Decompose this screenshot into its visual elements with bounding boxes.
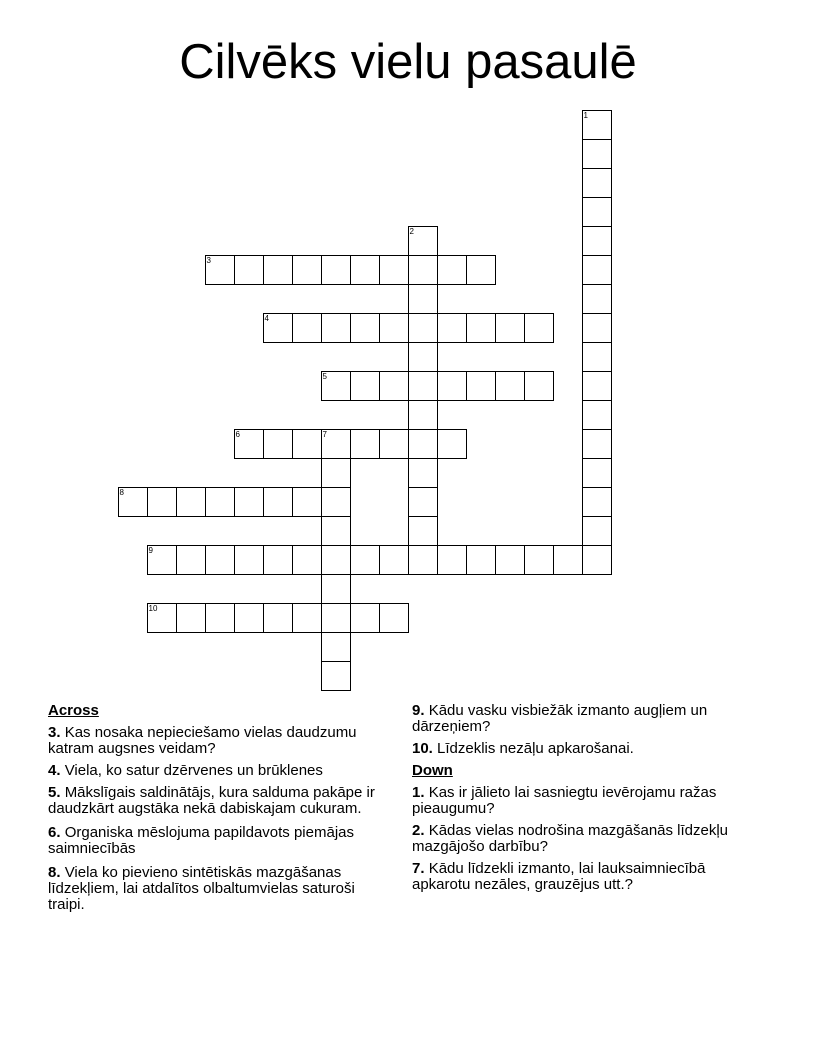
grid-cell[interactable] (321, 574, 351, 604)
clue-number: 10. (412, 740, 433, 757)
grid-cell[interactable] (205, 603, 235, 633)
grid-cell[interactable] (292, 255, 322, 285)
clue-across-6 (48, 825, 388, 857)
grid-cell[interactable] (437, 255, 467, 285)
grid-cell[interactable] (321, 516, 351, 546)
grid-cell[interactable] (234, 255, 264, 285)
grid-cell[interactable] (176, 603, 206, 633)
grid-cell[interactable] (321, 429, 351, 459)
grid-cell[interactable] (263, 603, 293, 633)
grid-cell[interactable] (408, 226, 438, 256)
grid-cell[interactable] (292, 429, 322, 459)
grid-cell[interactable] (147, 545, 177, 575)
cell-number: 3 (206, 256, 211, 265)
clue-number: 3. (48, 724, 61, 741)
grid-cell[interactable] (350, 603, 380, 633)
grid-cell[interactable] (205, 545, 235, 575)
grid-cell[interactable] (234, 487, 264, 517)
grid-cell[interactable] (321, 603, 351, 633)
grid-cell[interactable] (292, 603, 322, 633)
grid-cell[interactable] (176, 545, 206, 575)
grid-cell[interactable] (495, 313, 525, 343)
grid-cell[interactable] (582, 168, 612, 198)
grid-cell[interactable] (408, 342, 438, 372)
grid-cell[interactable] (582, 255, 612, 285)
cell-number: 10 (148, 604, 158, 613)
grid-cell[interactable] (408, 255, 438, 285)
grid-cell[interactable] (582, 342, 612, 372)
grid-cell[interactable] (582, 313, 612, 343)
grid-cell[interactable] (263, 545, 293, 575)
clue-across-4 (48, 763, 388, 779)
cell-number: 7 (322, 430, 327, 439)
clue-across-9 (412, 703, 752, 735)
clue-number: 6. (48, 824, 61, 841)
grid-cell[interactable] (408, 371, 438, 401)
grid-cell[interactable] (408, 516, 438, 546)
grid-cell[interactable] (553, 545, 583, 575)
clue-number: 9. (412, 702, 425, 719)
grid-cell[interactable] (582, 545, 612, 575)
grid-cell[interactable] (321, 371, 351, 401)
clue-number: 7. (412, 860, 425, 877)
grid-cell[interactable] (379, 255, 409, 285)
grid-cell[interactable] (234, 429, 264, 459)
across-heading: Across (48, 702, 99, 719)
clue-text: Kādu līdzekli izmanto, lai lauksaimniecībā apkarotu nezāles, grauzējus utt.? (412, 860, 706, 893)
grid-cell[interactable] (495, 371, 525, 401)
grid-cell[interactable] (379, 371, 409, 401)
grid-cell[interactable] (437, 429, 467, 459)
grid-cell[interactable] (292, 487, 322, 517)
grid-cell[interactable] (321, 632, 351, 662)
grid-cell[interactable] (176, 487, 206, 517)
grid-cell[interactable] (582, 516, 612, 546)
grid-cell[interactable] (437, 545, 467, 575)
cell-number: 2 (409, 227, 414, 236)
page-title: Cilvēks vielu pasaulē (179, 35, 637, 89)
grid-cell[interactable] (350, 429, 380, 459)
clue-text: Mākslīgais saldinātājs, kura salduma pakāpe ir daudzkārt augstāka nekā dabiskajam cukuram. (48, 784, 375, 817)
grid-cell[interactable] (350, 545, 380, 575)
grid-cell[interactable] (263, 255, 293, 285)
clue-text: Kas ir jālieto lai sasniegtu ievērojamu ražas pieaugumu? (412, 784, 717, 817)
clue-text: Kādas vielas nodrošina mazgāšanās līdzekļu mazgājošo darbību? (412, 822, 729, 855)
grid-cell[interactable] (379, 545, 409, 575)
grid-cell[interactable] (321, 487, 351, 517)
grid-cell[interactable] (234, 545, 264, 575)
clue-number: 8. (48, 864, 61, 881)
grid-cell[interactable] (379, 313, 409, 343)
grid-cell[interactable] (118, 487, 148, 517)
grid-cell[interactable] (524, 313, 554, 343)
cell-number: 8 (119, 488, 124, 497)
grid-cell[interactable] (321, 255, 351, 285)
grid-cell[interactable] (263, 487, 293, 517)
grid-cell[interactable] (234, 603, 264, 633)
grid-cell[interactable] (582, 371, 612, 401)
grid-cell[interactable] (582, 139, 612, 169)
clue-text: Viela ko pievieno sintētiskās mazgāšanas līdzekļiem, lai atdalītos olbaltumvielas saturoši traipi. (48, 864, 355, 913)
clue-number: 5. (48, 784, 61, 801)
cell-number: 4 (264, 314, 269, 323)
grid-cell[interactable] (205, 255, 235, 285)
grid-cell[interactable] (321, 458, 351, 488)
cell-number: 6 (235, 430, 240, 439)
clue-across-5 (48, 785, 388, 817)
grid-cell[interactable] (466, 313, 496, 343)
grid-cell[interactable] (408, 313, 438, 343)
grid-cell[interactable] (292, 545, 322, 575)
clues-left-column (48, 703, 388, 919)
grid-cell[interactable] (205, 487, 235, 517)
grid-cell[interactable] (350, 313, 380, 343)
clue-text: Organiska mēslojuma papildavots piemājas saimniecībās (48, 824, 354, 857)
grid-cell[interactable] (408, 458, 438, 488)
grid-cell[interactable] (147, 487, 177, 517)
grid-cell[interactable] (408, 487, 438, 517)
grid-cell[interactable] (582, 487, 612, 517)
down-heading: Down (412, 762, 453, 779)
grid-cell[interactable] (582, 226, 612, 256)
grid-cell[interactable] (321, 313, 351, 343)
grid-cell[interactable] (263, 313, 293, 343)
grid-cell[interactable] (582, 284, 612, 314)
grid-cell[interactable] (408, 429, 438, 459)
clue-text: Līdzeklis nezāļu apkarošanai. (437, 740, 634, 757)
grid-cell[interactable] (524, 371, 554, 401)
grid-cell[interactable] (582, 458, 612, 488)
grid-cell[interactable] (408, 284, 438, 314)
grid-cell[interactable] (582, 197, 612, 227)
grid-cell[interactable] (408, 545, 438, 575)
grid-cell[interactable] (466, 255, 496, 285)
clue-down-7 (412, 861, 752, 893)
grid-cell[interactable] (524, 545, 554, 575)
clue-number: 2. (412, 822, 425, 839)
clue-number: 4. (48, 762, 61, 779)
clue-across-3 (48, 725, 388, 757)
clues-right-column (412, 703, 752, 899)
grid-cell[interactable] (437, 313, 467, 343)
grid-cell[interactable] (437, 371, 467, 401)
grid-cell[interactable] (321, 545, 351, 575)
clue-number: 1. (412, 784, 425, 801)
clue-down-1 (412, 785, 752, 817)
clue-across-10 (412, 741, 752, 757)
grid-cell[interactable] (147, 603, 177, 633)
cell-number: 5 (322, 372, 327, 381)
clue-text: Kādu vasku visbiežāk izmanto augļiem un dārzeņiem? (412, 702, 708, 735)
grid-cell[interactable] (379, 603, 409, 633)
cell-number: 1 (583, 111, 588, 120)
grid-cell[interactable] (350, 255, 380, 285)
cell-number: 9 (148, 546, 153, 555)
grid-cell[interactable] (466, 545, 496, 575)
grid-cell[interactable] (582, 400, 612, 430)
grid-cell[interactable] (350, 371, 380, 401)
clue-text: Viela, ko satur dzērvenes un brūklenes (64, 762, 323, 779)
grid-cell[interactable] (379, 429, 409, 459)
grid-cell[interactable] (582, 110, 612, 140)
grid-cell[interactable] (263, 429, 293, 459)
grid-cell[interactable] (292, 313, 322, 343)
clue-across-8 (48, 865, 388, 913)
grid-cell[interactable] (321, 661, 351, 691)
grid-cell[interactable] (466, 371, 496, 401)
grid-cell[interactable] (582, 429, 612, 459)
grid-cell[interactable] (495, 545, 525, 575)
clue-text: Kas nosaka nepieciešamo vielas daudzumu katram augsnes veidam? (48, 724, 357, 757)
clue-down-2 (412, 823, 752, 855)
grid-cell[interactable] (408, 400, 438, 430)
